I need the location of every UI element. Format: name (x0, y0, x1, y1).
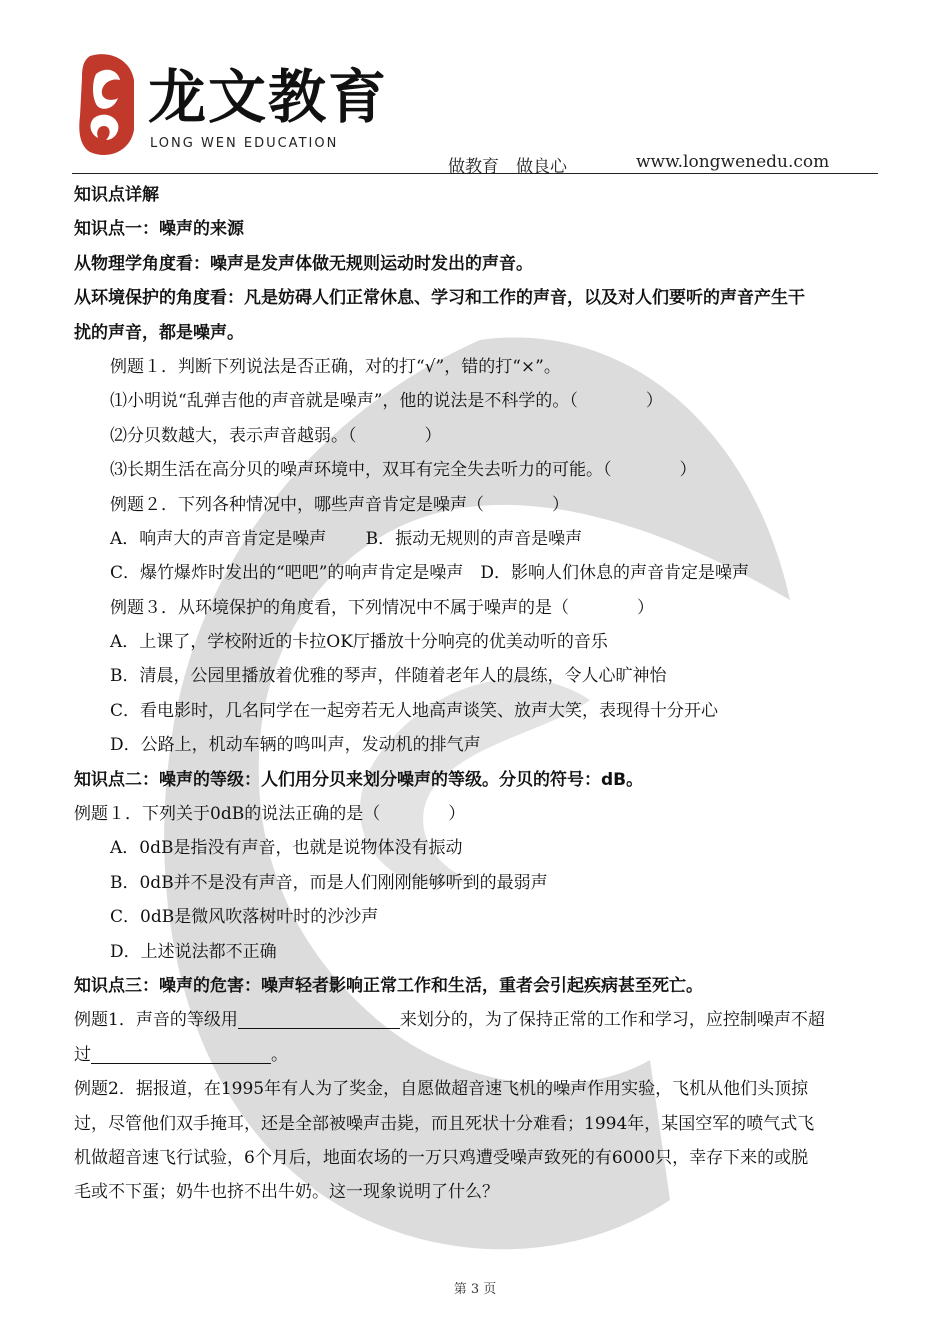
kp3-title: 知识点三：噪声的危害：噪声轻者影响正常工作和生活，重者会引起疾病甚至死亡。 (74, 975, 703, 996)
slogan: 做教育 做良心 (448, 157, 567, 177)
kp2-option-b: B．0dB并不是没有声音，而是人们刚刚能够听到的最弱声 (110, 872, 548, 893)
kp1-def-physics: 从物理学角度看：噪声是发声体做无规则运动时发出的声音。 (74, 253, 533, 274)
website-url: www.longwenedu.com (636, 152, 830, 172)
kp2-option-d: D．上述说法都不正确 (110, 941, 277, 962)
header-divider (72, 173, 878, 174)
kp1-ex2-options-row2: C．爆竹爆炸时发出的“吧吧”的响声肯定是噪声 D．影响人们休息的声音肯定是噪声 (110, 563, 750, 584)
kp1-ex3-option-a: A．上课了，学校附近的卡拉OK厅播放十分响亮的优美动听的音乐 (110, 632, 608, 653)
kp1-ex1-item3: ⑶长期生活在高分贝的噪声环境中，双耳有完全失去听力的可能。（ ） (110, 460, 697, 481)
kp3-ex1-text-b: 来划分的，为了保持正常的工作和学习，应控制噪声不超 (399, 1010, 825, 1031)
kp1-ex2-stem: 例题２．下列各种情况中，哪些声音肯定是噪声（ ） (110, 494, 569, 515)
kp1-ex1-item1: ⑴小明说“乱弹吉他的声音就是噪声”，他的说法是不科学的。（ ） (110, 391, 663, 412)
kp1-title: 知识点一：噪声的来源 (74, 219, 244, 240)
kp1-ex3-option-c: C．看电影时，几名同学在一起旁若无人地高声谈笑、放声大笑，表现得十分开心 (110, 700, 719, 721)
kp3-ex2-line3: 机做超音速飞行试验，6个月后，地面农场的一万只鸡遭受噪声致死的有6000只，幸存下来的或脱 (74, 1147, 809, 1168)
document-body (74, 178, 878, 1210)
section-title: 知识点详解 (74, 185, 159, 205)
kp1-ex3-stem: 例题３．从环境保护的角度看，下列情况中不属于噪声的是（ ） (110, 597, 654, 618)
kp3-ex1-text-a: 例题1．声音的等级用 (74, 1010, 238, 1031)
page-number: 第 3 页 (453, 1282, 497, 1297)
kp1-ex3-option-d: D．公路上，机动车辆的鸣叫声，发动机的排气声 (110, 735, 481, 756)
kp1-ex1-item2: ⑵分贝数越大，表示声音越弱。（ ） (110, 425, 442, 446)
kp3-ex1-text-d: 。 (271, 1044, 288, 1065)
kp1-def-env-line1: 从环境保护的角度看：凡是妨碍人们正常休息、学习和工作的声音，以及对人们要听的声音产生干 (74, 288, 805, 309)
kp3-ex1-line1 (74, 1003, 878, 1037)
kp1-ex3-option-b: B．清晨，公园里播放着优雅的琴声，伴随着老年人的晨练，令人心旷神怡 (110, 666, 667, 687)
kp3-ex1-line2 (74, 1038, 878, 1072)
kp3-ex2-line4: 毛或不下蛋；奶牛也挤不出牛奶。这一现象说明了什么？ (74, 1182, 499, 1203)
kp3-ex2-line1: 例题2．据报道，在1995年有人为了奖金，自愿做超音速飞机的噪声作用实验，飞机从他们头顶掠 (74, 1079, 809, 1100)
kp2-option-c: C．0dB是微风吹落树叶时的沙沙声 (110, 907, 379, 928)
kp2-title: 知识点二：噪声的等级：人们用分贝来划分噪声的等级。分贝的符号：dB。 (74, 769, 644, 790)
kp3-ex1-text-c: 过 (74, 1044, 91, 1065)
kp2-option-a: A．0dB是指没有声音，也就是说物体没有振动 (110, 838, 463, 859)
page-header (72, 40, 878, 175)
brand-title: 龙文教育 (148, 63, 389, 131)
answer-blank[interactable] (91, 1043, 271, 1064)
kp1-ex1-stem: 例题１．判断下列说法是否正确，对的打“√”，错的打“×”。 (110, 356, 561, 377)
kp1-ex2-options-row1: A．响声大的声音肯定是噪声 B．振动无规则的声音是噪声 (110, 528, 583, 549)
brand-subtitle: LONG WEN EDUCATION (150, 136, 339, 151)
seal-logo-icon (78, 52, 136, 158)
kp2-ex1-stem: 例题１．下列关于0dB的说法正确的是（ ） (74, 804, 466, 825)
answer-blank[interactable] (238, 1008, 400, 1029)
kp1-def-env-line2: 扰的声音，都是噪声。 (74, 322, 244, 343)
kp3-ex2-line2: 过，尽管他们双手掩耳，还是全部被噪声击毙，而且死状十分难看；1994年，某国空军的喷气式飞 (74, 1113, 815, 1134)
